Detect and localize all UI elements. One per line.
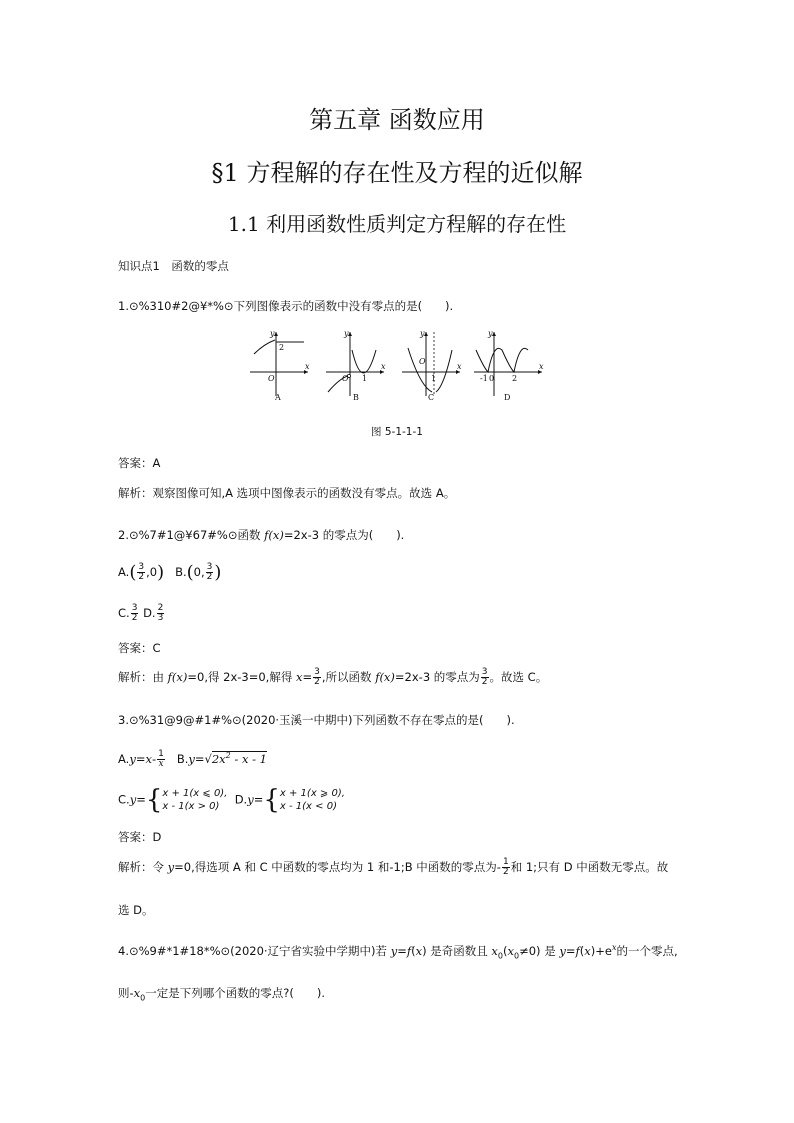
graph-b-label: B bbox=[353, 393, 359, 402]
graph-b-tick: 1 bbox=[362, 374, 368, 383]
chapter-title: 第五章 函数应用 bbox=[309, 106, 485, 134]
graph-a bbox=[250, 329, 310, 402]
q2-option-a-label: A. bbox=[118, 565, 130, 579]
q3-options-ab: A.y=x- $\frac{1}{x}$ $B.y=√2x^2 - x - 1$ bbox=[118, 749, 267, 769]
section-title: §1 方程解的存在性及方程的近似解 bbox=[211, 159, 583, 187]
graph-d-y-label: y bbox=[488, 329, 493, 338]
q3-stem: 3.⊙%31@9@#1#%⊙(2020·玉溪一中期中)下列函数不存在零点的是( ). bbox=[118, 713, 515, 727]
q2-stem-suffix: =2x-3 的零点为( ). bbox=[283, 528, 405, 542]
q4-stem-line2: 则$-x_0$一定是下列哪个函数的零点?( ). bbox=[118, 986, 325, 1003]
q2-options-cd bbox=[118, 604, 165, 623]
q1-figure-caption: 图 5-1-1-1 bbox=[371, 426, 423, 438]
q2-option-d-frac: $\frac{2}{3}$ bbox=[157, 603, 164, 623]
q2-option-c-label: C. bbox=[118, 606, 130, 620]
graph-a-origin: O bbox=[268, 374, 275, 383]
q2-stem-prefix: 2.⊙%7#1@¥67#%⊙函数 bbox=[118, 528, 261, 542]
graph-b-x-label: x bbox=[381, 362, 386, 371]
graph-b bbox=[326, 329, 386, 402]
q1-figure bbox=[248, 326, 548, 406]
q3-analysis-line1: 解析：令 y=0,得选项 A 和 C 中函数的零点均为 1 和-1;B 中函数的零点为- $\frac{1}{2}$ 和 1;只有 D 中函数无零点。故 bbox=[118, 857, 669, 877]
q4-stem-line1: 4.⊙%9#*1#18*%⊙(2020·辽宁省实验中学期中)若 y=f(x) 是奇函数且 $x_0(x_0\ne 0)$ 是 $y=f(x)+e^x$的一个零点, bbox=[118, 943, 678, 961]
q2-stem-func: f(x) bbox=[264, 528, 284, 542]
q1-answer: 答案：A bbox=[118, 456, 161, 470]
graph-c-origin: O bbox=[419, 357, 426, 366]
graph-c-label: C bbox=[428, 393, 435, 402]
q3-option-c-label: C. bbox=[118, 792, 130, 807]
knowledge-point-heading: 知识点1 函数的零点 bbox=[118, 259, 229, 273]
q3-options-cd: C.y={ x + 1(x ⩽ 0), x - 1(x > 0) D.y={ x + 1(x ⩾ 0), x - 1(x < 0) bbox=[118, 785, 345, 815]
q2-options-ab: A.( $\frac{3}{2}$ ,0) B.(0, $\frac{3}{2}$ ) bbox=[118, 562, 222, 583]
graph-d-tick-pos: 2 bbox=[512, 374, 518, 383]
graph-d-x-label: x bbox=[539, 362, 544, 371]
q2-option-a-zero: 0 bbox=[149, 565, 158, 579]
graph-d bbox=[474, 329, 544, 402]
q2-option-b-zero: 0 bbox=[193, 565, 201, 579]
graph-c-x-label: x bbox=[457, 362, 462, 371]
q1-stem: 1.⊙%310#2@¥*%⊙下列图像表示的函数中没有零点的是( ). bbox=[118, 299, 454, 313]
graph-a-y-label: y bbox=[270, 329, 275, 338]
graph-d-label: D bbox=[504, 393, 511, 402]
graph-c-tick: 1 bbox=[431, 374, 437, 383]
graph-c bbox=[402, 329, 462, 402]
q2-option-a-frac: $\frac{3}{2}$ bbox=[138, 562, 145, 582]
graph-a-label: A bbox=[275, 393, 281, 402]
q2-option-c-frac: $\frac{3}{2}$ bbox=[131, 603, 138, 623]
q3-option-d-label: D. bbox=[234, 792, 248, 807]
graph-b-origin: O bbox=[342, 374, 349, 383]
subsection-title: 1.1 利用函数性质判定方程解的存在性 bbox=[227, 212, 567, 236]
q1-analysis: 解析：观察图像可知,A 选项中图像表示的函数没有零点。故选 A。 bbox=[118, 486, 456, 500]
graph-a-tick: 2 bbox=[279, 343, 285, 352]
graph-d-tick-zero: 0 bbox=[489, 374, 495, 383]
graph-d-tick-neg: -1 bbox=[480, 374, 488, 383]
graph-a-x-label: x bbox=[305, 362, 310, 371]
q3-option-b-label: B. bbox=[176, 752, 189, 766]
q2-option-b-label: B. bbox=[175, 565, 187, 579]
q2-analysis: 解析：由 f(x)=0,得 2x-3=0,解得 x= $\frac{3}{2}$ ,所以函数 f(x)=2x-3 的零点为 $\frac{3}{2}$ 。故选 C。 bbox=[118, 667, 548, 687]
q3-option-a-label: A. bbox=[118, 752, 130, 766]
q2-stem bbox=[118, 527, 404, 543]
graph-b-y-label: y bbox=[344, 329, 349, 338]
q2-option-b-frac: $\frac{3}{2}$ bbox=[206, 562, 213, 582]
graph-c-y-label: y bbox=[420, 329, 425, 338]
q3-answer: 答案：D bbox=[118, 830, 162, 844]
q2-answer: 答案：C bbox=[118, 641, 161, 655]
q2-option-d-label: D. bbox=[143, 606, 156, 620]
q3-analysis-line2: 选 D。 bbox=[118, 903, 154, 917]
